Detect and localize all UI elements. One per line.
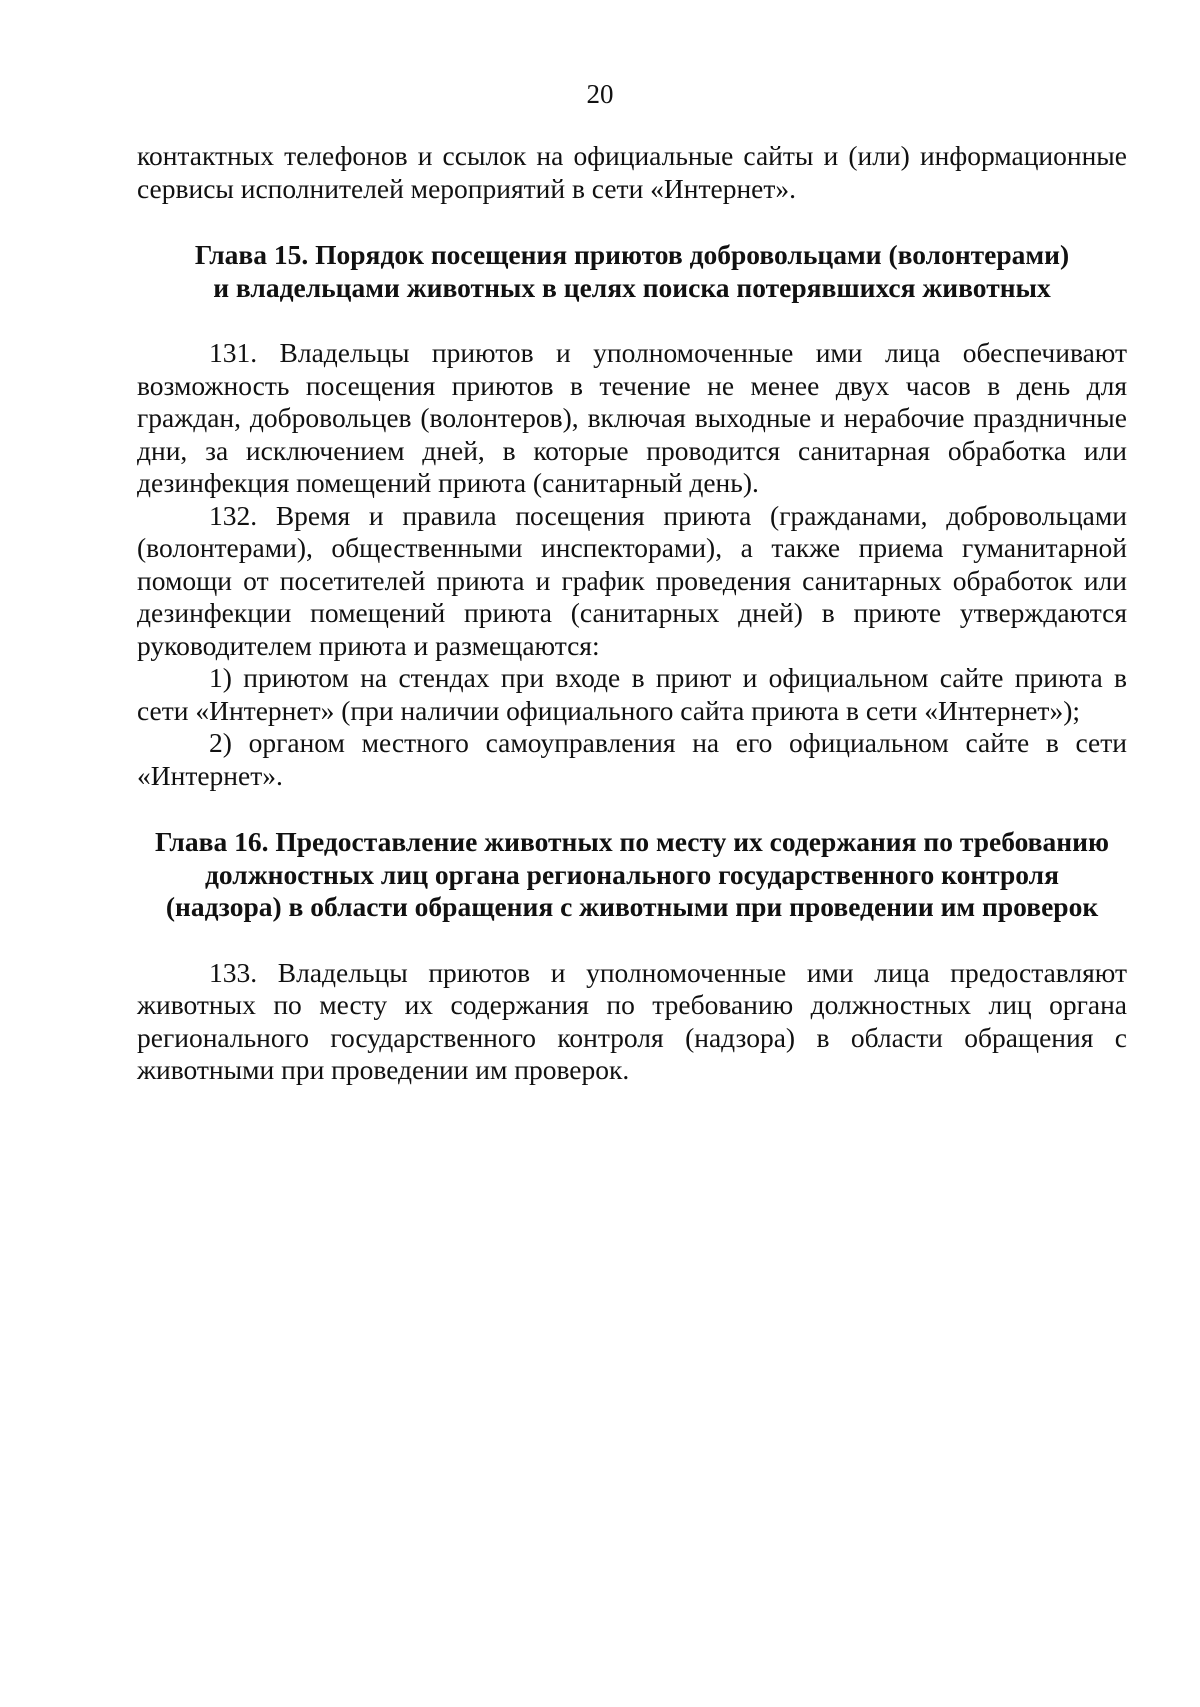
paragraph-131: 131. Владельцы приютов и уполномоченные ими лица обеспечивают возможность посещения приютов в течение не менее двух часов в день для граждан, добровольцев (волонтеров), включая выходные и нерабочие праздничные дни, за исключением дней, в которые проводится санитарная обработка или дезинфекция помещений приюта (санитарный день). [137, 337, 1127, 498]
paragraph-132: 132. Время и правила посещения приюта (гражданами, добровольцами (волонтерами), общественными инспекторами), а также приема гуманитарной помощи от посетителей приюта и график проведения санитарных обработок или дезинфекции помещений приюта (санитарных дней) в приюте утверждаются руководителем приюта и размещаются: [137, 499, 1127, 661]
paragraph-133: 133. Владельцы приютов и уполномоченные ими лица предоставляют животных по месту их содержания по требованию должностных лиц органа регионального государственного контроля (надзора) в области обращения с животными при проведении им проверок. [137, 956, 1127, 1085]
chapter-16-heading-line-3: (надзора) в области обращения с животными при проведении им проверок [165, 891, 1099, 922]
chapter-16-heading-line-1: Глава 16. Предоставление животных по месту их содержания по требованию [155, 826, 1109, 857]
intro-paragraph: контактных телефонов и ссылок на официальные сайты и (или) информационные сервисы исполнителей мероприятий в сети «Интернет». [137, 140, 1127, 204]
chapter-15-heading-line-2: и владельцами животных в целях поиска потерявшихся животных [213, 271, 1051, 303]
document-body [137, 140, 1127, 1087]
chapter-15-heading-line-1: Глава 15. Порядок посещения приютов добровольцами (волонтерами) [194, 239, 1070, 270]
chapter-16-heading [137, 826, 1127, 924]
page-number: 20 [586, 79, 614, 109]
list-item-2: 2) органом местного самоуправления на его официальном сайте в сети «Интернет». [137, 727, 1127, 791]
chapter-15-heading [137, 239, 1127, 304]
list-item-1: 1) приютом на стендах при входе в приют и официальном сайте приюта в сети «Интернет» (при наличии официального сайта приюта в сети «Интернет»); [137, 662, 1127, 726]
chapter-16-heading-line-2: должностных лиц органа регионального государственного контроля [205, 858, 1059, 890]
